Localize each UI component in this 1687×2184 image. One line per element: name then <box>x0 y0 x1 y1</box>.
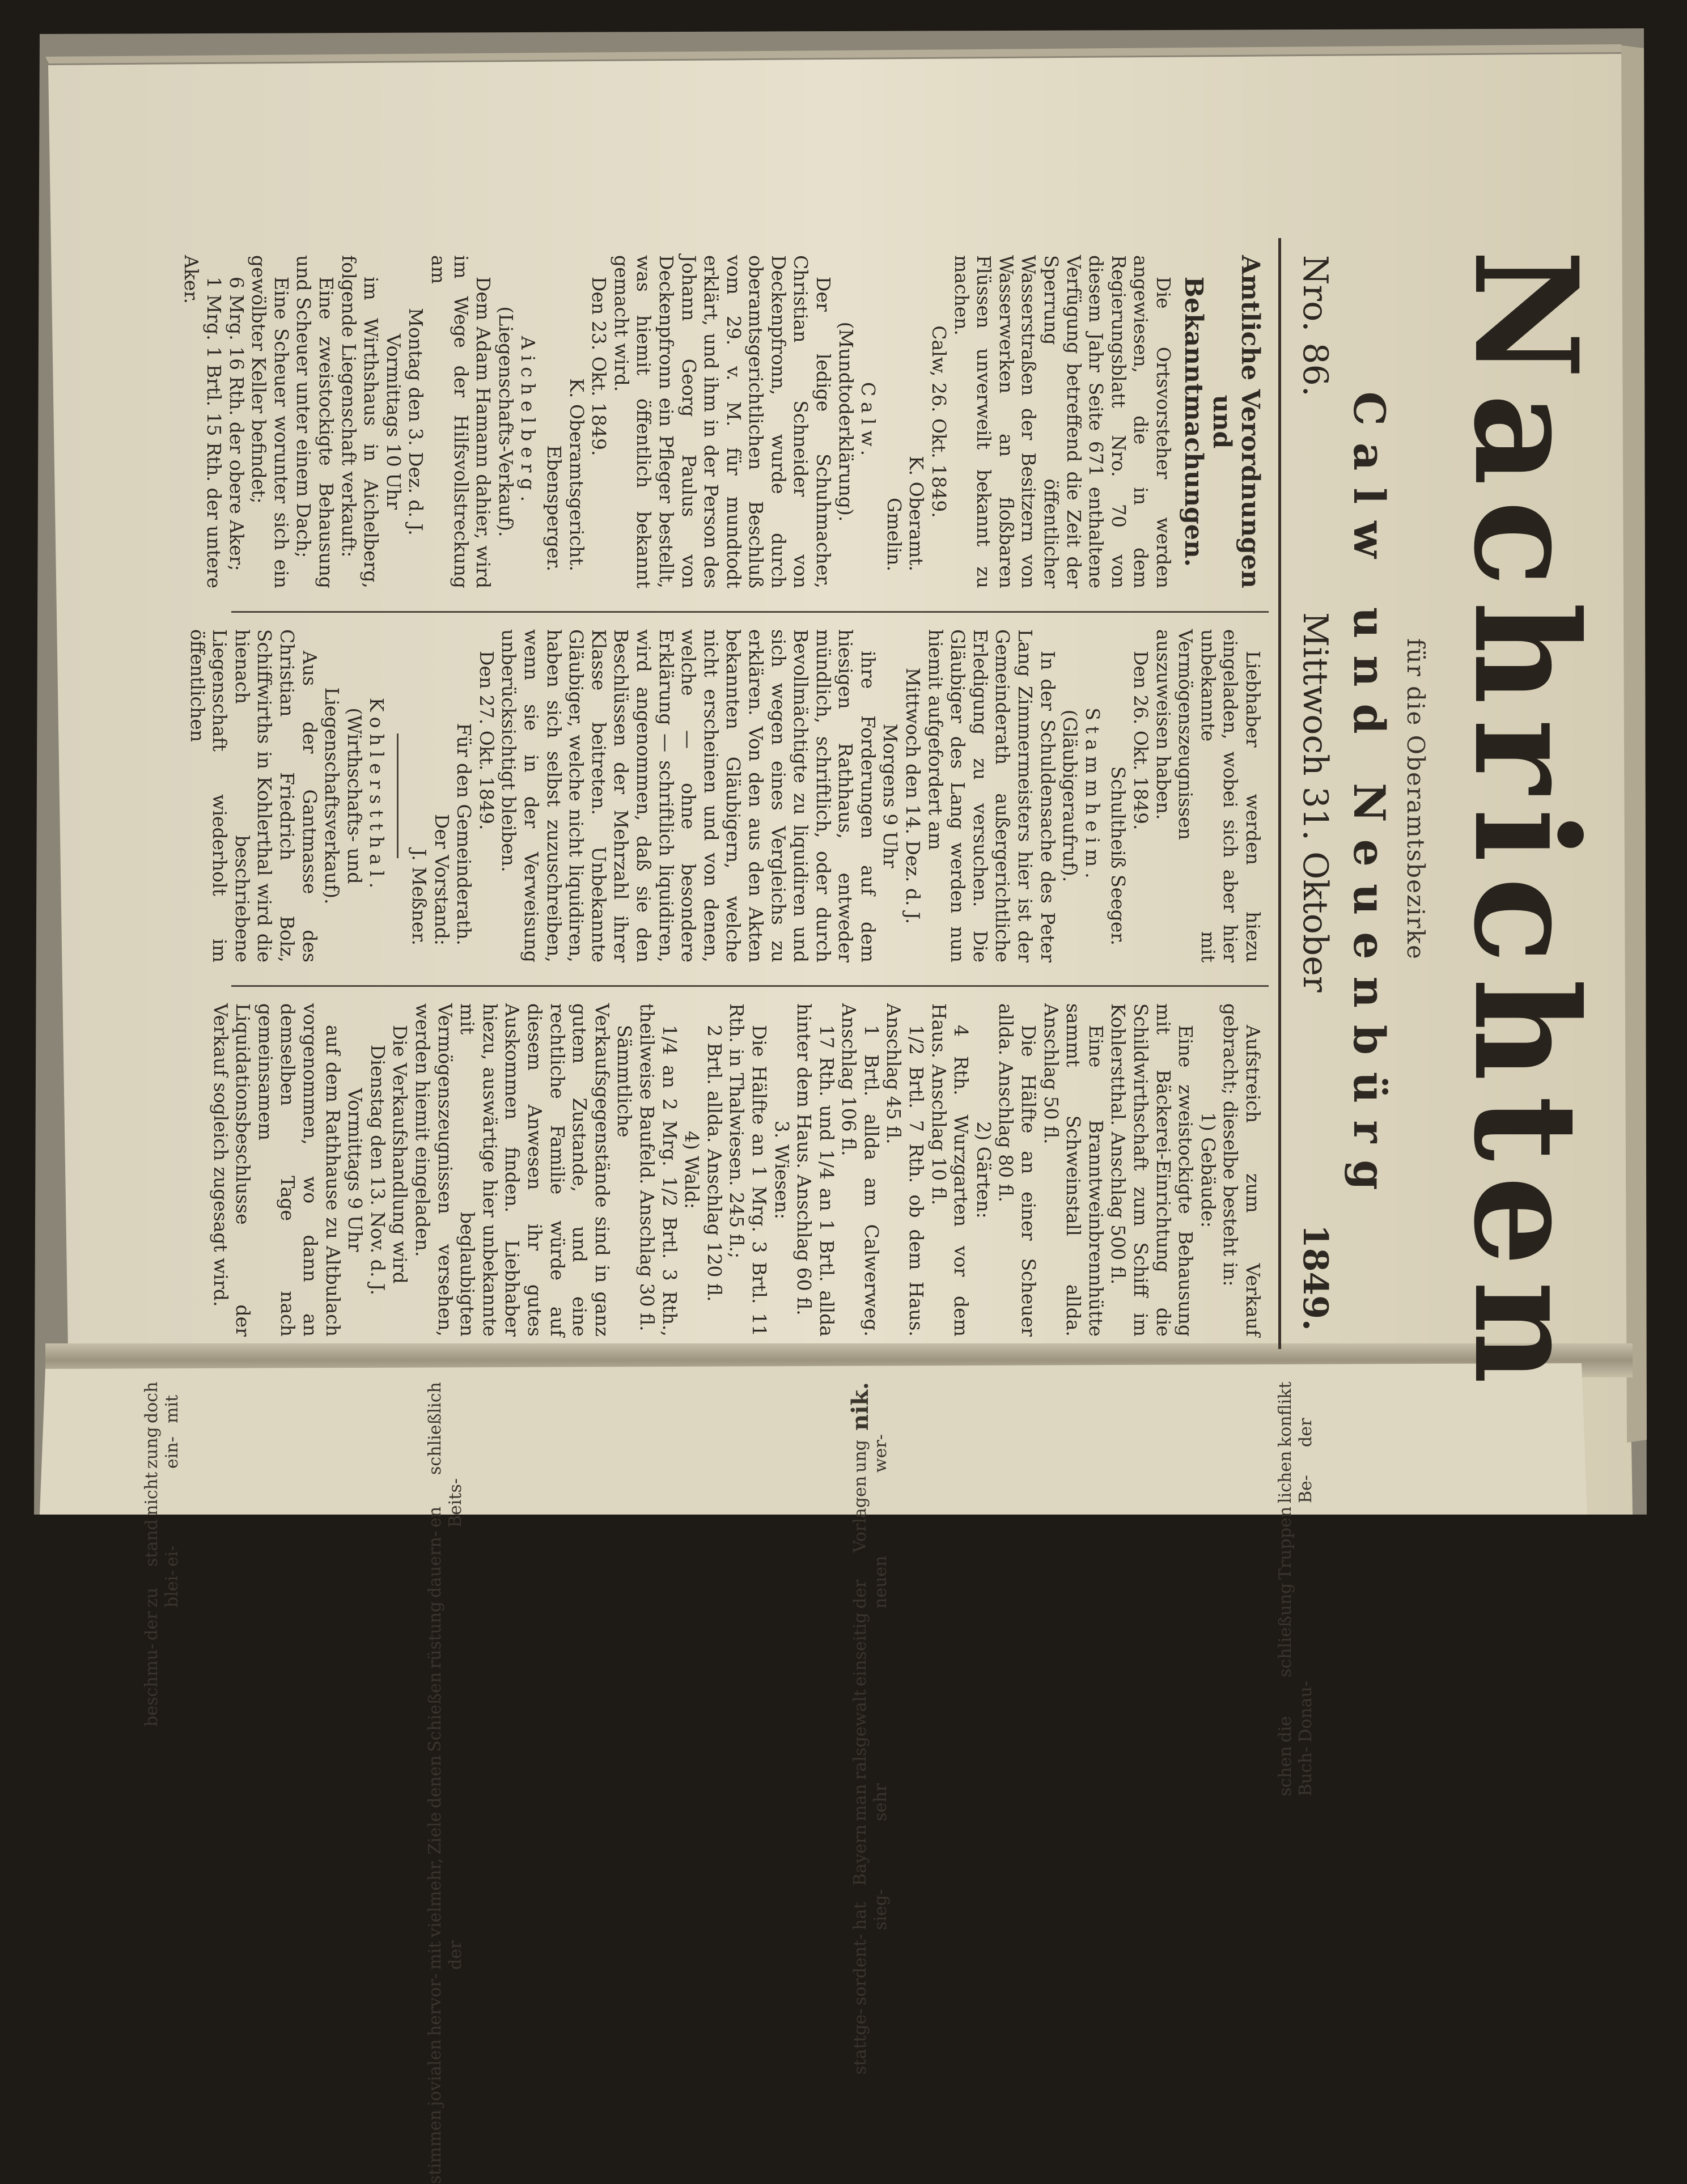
left-line: schließlich <box>425 1382 445 1475</box>
property-item: 4 Rth. Wurzgarten vor dem Haus. Anschlag 10 fl. <box>927 1003 973 1337</box>
property-item: Eine Branntweinbrennhütte sammt Schweinstall allda. Anschlag 50 fl. <box>1040 1003 1107 1337</box>
newspaper-page <box>180 170 1621 1428</box>
property-item: 1 Brtl. allda am Calwerweg. Anschlag 106 fl. <box>838 1003 883 1337</box>
left-line: schließung <box>1275 1583 1295 1678</box>
left-line: rüstung <box>425 1601 445 1669</box>
notice-authority: Der Vorstand: <box>430 813 453 945</box>
left-line: Bayern <box>850 1824 870 1886</box>
left-line: der <box>142 1611 162 1640</box>
property-item: Eine Scheuer worunter sich ein gewölbter Keller befindet; <box>248 255 293 588</box>
column-rule <box>231 985 1269 987</box>
left-line: denen <box>425 1755 445 1809</box>
property-item: 6 Mrg. 16 Rth. der obere Aker; <box>225 277 248 571</box>
issue-date: Mittwoch 31. Oktober <box>1295 612 1335 993</box>
left-line: schen Buch- <box>1275 1746 1316 1796</box>
notice-place: Stammheim. <box>1081 707 1104 884</box>
section-heading: Amtliche Verordnungen und Bekanntmachungen. <box>1179 255 1265 588</box>
notice-time: Vormittags 10 Uhr <box>382 333 405 510</box>
notice-subtitle: (Wirthschafts- und Liegenschaftsverkauf). <box>321 687 366 905</box>
notice-authority: K. Oberamtsgericht. <box>565 378 588 571</box>
notice-place: Calw. <box>857 381 880 462</box>
notice-date: Den 27. Okt. 1849. <box>475 651 498 830</box>
column-3 <box>209 1003 1264 1337</box>
left-line: Vorlagen <box>850 1475 870 1553</box>
left-line: ralsgewalt <box>850 1689 870 1780</box>
issue-number: Nro. 86. <box>1295 255 1335 397</box>
left-line: der neuen <box>850 1555 891 1609</box>
notice-signature: J. Meßner. <box>408 849 431 945</box>
notice-date: Den 26. Okt. 1849. <box>1130 651 1152 830</box>
notice-paragraph: ihre Forderungen auf dem hiesigen Rathhaus, entweder mündlich, schriftlich, oder durch Bevollmächtigte zu liquidiren und sich wegen eines Vergleichs zu erklären. Von den aus den Akten bekannten Gläubigern, welche nicht erscheinen und von denen, welche — ohne besondere Erklärung — schriftlich liquidiren, wird angenommen, daß sie den Beschlüssen der Mehrzahl ihrer Klasse beitreten. Unbekannte Gläubiger, welche nicht liquidiren, haben sich selbst zuzuschreiben, wenn sie in der Verweisung unberücksichtigt bleiben. <box>498 629 879 962</box>
left-line: sordent- <box>850 1933 870 2005</box>
left-line: dauern- <box>425 1530 445 1598</box>
property-item: Eine zweistockigte Behausung mit Bäckerei-Einrichtung die Schildwirthschaft zum Schiff im Kohlerstthal. Anschlag 500 fl. <box>1107 1003 1197 1337</box>
left-line: hervor- <box>425 1973 445 2036</box>
notice-signature: Gmelin. <box>883 497 905 571</box>
notice-date: Calw, 26. Okt. 1849. <box>928 325 951 518</box>
property-item: 1 Mrg. 1 Brtl. 15 Rth. der untere Aker. <box>180 255 226 588</box>
left-line: jovialen <box>425 2039 445 2107</box>
left-line: Truppen <box>1275 1506 1295 1580</box>
left-line: hat sieg- <box>850 1889 891 1931</box>
left-line: nicht <box>142 1472 162 1516</box>
notice-place: Kohlerstthal. <box>366 697 388 894</box>
notice-signature: Schultheiß Seeger. <box>1107 766 1130 945</box>
left-line: die Donau- <box>1275 1681 1316 1743</box>
notice-date: Den 23. Okt. 1849. <box>588 277 611 456</box>
header-rule <box>1278 238 1281 1349</box>
masthead-district: Calw und Neuenbürg <box>1344 391 1394 1207</box>
left-line: beschmu- <box>142 1643 162 1727</box>
notice-date: Dienstag den 13. Nov. d. J. <box>366 1044 389 1296</box>
list-heading: 4) Wald: <box>681 1131 703 1209</box>
list-heading: 2) Gärten: <box>972 1121 995 1219</box>
notice-paragraph: Dem Adam Hamann dahier, wird im Wege der Hilfsvollstreckung am <box>427 255 495 588</box>
notice-time: Morgens 9 Uhr <box>879 723 902 868</box>
left-line: Schießen <box>425 1672 445 1752</box>
masthead-subtitle: für die Oberamtsbezirke <box>1402 638 1430 960</box>
left-line: stimmen <box>425 2110 445 2184</box>
notice-paragraph: im Wirthshaus in Aichelberg, folgende Liegenschaft verkauft: <box>337 255 383 588</box>
section-separator <box>397 733 399 858</box>
left-line: ung wer- <box>850 1434 891 1473</box>
notice-paragraph: Die Ortsvorsteher werden angewiesen, die in dem Regierungsblatt Nro. 70 von diesem Jahr Seite 671 enthaltene Verfügung betreffend die Zeit der Sperrung öffentlicher Wasserstraßen der Besitzern von Wasserwerken an floßbaren Flüssen unverweilt bekannt zu machen. <box>950 255 1175 588</box>
notice-paragraph: Aus der Gantmasse des Christian Friedrich Bolz, Schiffwirths in Kohlerthal wird die hienach beschriebene Liegenschaft wiederholt im öffentlichen <box>186 629 321 962</box>
left-line: konflikt der <box>1275 1382 1316 1448</box>
notice-subtitle: (Gläubigeraufruf). <box>1059 709 1082 883</box>
left-line: mit der <box>425 1940 465 1970</box>
masthead-title: Nachrichten <box>1443 249 1609 1399</box>
column-rule <box>231 611 1269 613</box>
property-item: Die Hälfte an 1 Mrg. 3 Brtl. 11 Rth. in Thalwiesen. 245 fl.; <box>726 1003 770 1337</box>
property-item: Eine zweistockigte Behausung und Scheuer unter einem Dach; <box>293 255 338 588</box>
left-line: lichen Be- <box>1275 1451 1316 1503</box>
notice-paragraph: In der Schuldensache des Peter Lang Zimmermeisters hier ist der Gemeinderath außergerichtliche Erledigung zu versuchen. Die Gläubiger des Lang werden nun hiemit aufgefordert am <box>924 629 1059 962</box>
notice-authority: Für den Gemeinderath. <box>453 723 476 945</box>
notice-subtitle: (Mundtoderklärung). <box>834 321 857 522</box>
left-line: en Beits- <box>425 1478 465 1528</box>
property-item: 17 Rth. und 1/4 an 1 Brtl. allda hinter dem Haus. Anschlag 60 fl. <box>793 1003 838 1337</box>
column-2 <box>186 629 1264 962</box>
notice-date: Montag den 3. Dez. d. J. <box>405 308 427 536</box>
notice-paragraph: Der ledige Schuhmacher, Christian Schneider von Deckenpfronn, wurde durch oberamtsgerichtlichen Beschluß vom 29. v. M. für mundtodt erklärt, und ihm in der Person des Johann Georg Paulus von Deckenpfronn ein Pfleger bestellt, was hiemit öffentlich bekannt gemacht wird. <box>610 255 835 588</box>
property-item: 1/4 an 2 Mrg. 1/2 Brtl. 3 Rth., theilweise Baufeld. Anschlag 30 fl. <box>635 1003 681 1337</box>
list-heading: 3. Wiesen: <box>770 1120 793 1220</box>
left-line: vielmehr, <box>425 1858 445 1937</box>
property-item: 1/2 Brtl. 7 Rth. ob dem Haus. Anschlag 45 fl. <box>883 1003 928 1337</box>
notice-authority: K. Oberamt. <box>905 456 928 571</box>
list-heading: 1) Gebäude: <box>1197 1112 1219 1228</box>
left-line: nik. <box>847 1382 874 1431</box>
left-line: stattge- <box>850 2008 870 2075</box>
notice-subtitle: (Liegenschafts-Verkauf). <box>494 306 517 537</box>
notice-paragraph: Sämmtliche Verkaufsgegenstände sind in ganz gutem Zustande, und eine rechtliche Familie würde auf diesem Anwesen ihr gutes Auskommen finden. Liebhaber hiezu, auswärtige hier unbekannte mit beglaubigten Vermögenszeugnissen versehen, werden hiemit eingeladen. <box>412 1003 636 1337</box>
left-line: doch mit <box>142 1382 182 1424</box>
notice-date: Mittwoch den 14. Dez. d. J. <box>902 667 925 925</box>
notice-paragraph: Aufstreich zum Verkauf gebracht; dieselbe besteht in: <box>1219 1003 1264 1337</box>
left-line: man sehr <box>850 1783 891 1821</box>
notice-paragraph: auf dem Rathhause zu Altbulach vorgenommen, wo dann an demselben Tage nach gemeinsamem Liquidationsbeschlusse der Verkauf sogleich zugesagt wird. <box>209 1003 344 1337</box>
notice-paragraph: Die Verkaufshandlung wird <box>389 1025 412 1284</box>
left-line: stand ei- <box>142 1519 182 1567</box>
property-item: Die Hälfte an einer Scheuer allda. Anschlag 80 fl. <box>995 1003 1040 1337</box>
left-line: zu blei- <box>142 1570 182 1608</box>
notice-signature: Ebensperger. <box>542 445 565 571</box>
issue-year: 1849. <box>1295 1224 1335 1331</box>
left-line: zung ein- <box>142 1427 182 1469</box>
left-line: einseitig <box>850 1612 870 1686</box>
property-item: 2 Brtl. allda. Anschlag 120 fl. <box>703 1025 726 1302</box>
left-line: Ziele <box>425 1812 445 1855</box>
notice-paragraph: Liebhaber werden hiezu eingeladen, wobei sich aber hier unbekannte mit Vermögenszeugnissen auszuweisen haben. <box>1152 629 1264 962</box>
column-1 <box>180 255 1264 588</box>
notice-time: Vormittags 9 Uhr <box>344 1088 367 1252</box>
notice-place: Aichelberg. <box>517 336 540 508</box>
